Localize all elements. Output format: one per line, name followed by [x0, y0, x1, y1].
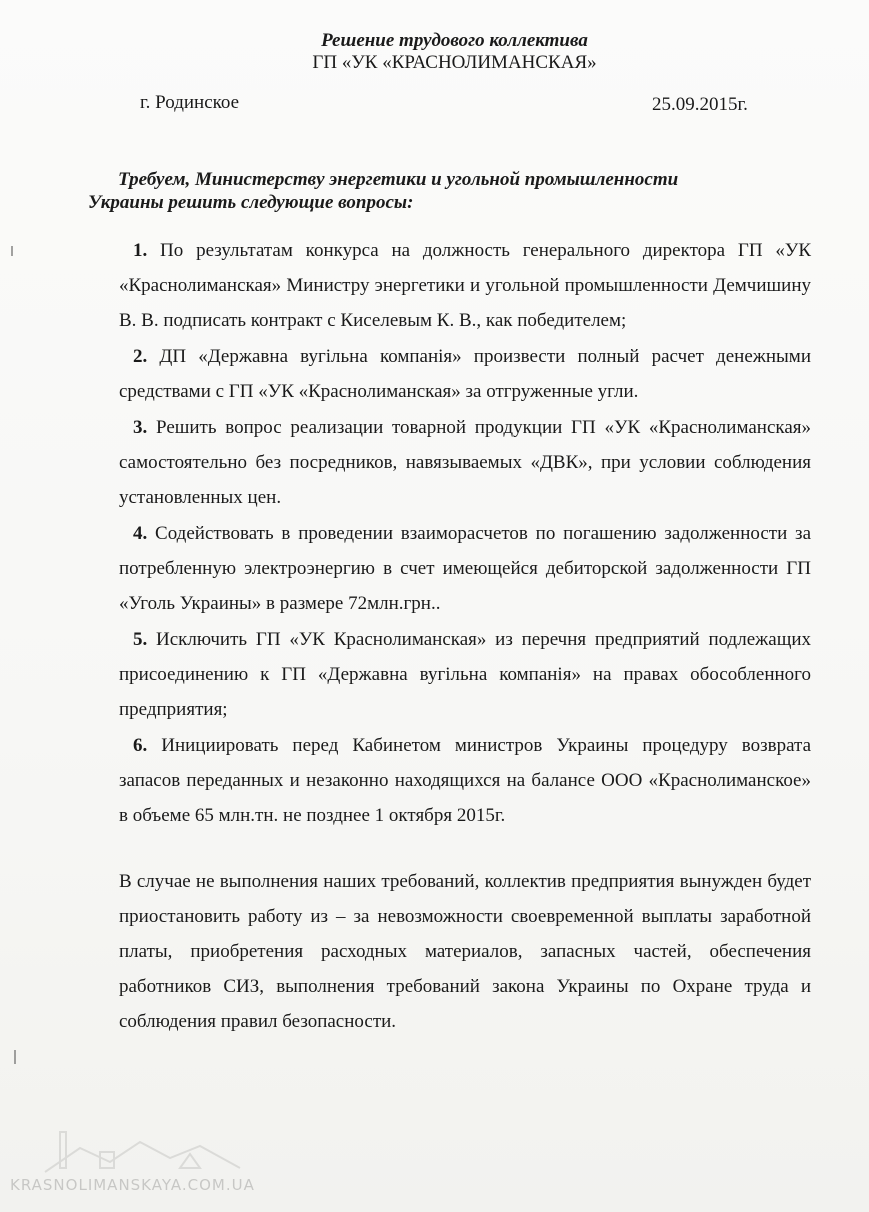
item-number: 4. [133, 523, 148, 544]
item-text: ДП «Державна вугільна компанія» произвести полный расчет денежными средствами с ГП «УК «Краснолиманская» за отгруженные угли. [119, 346, 811, 402]
item-text: Решить вопрос реализации товарной продукции ГП «УК «Краснолиманская» самостоятельно без посредников, навязываемых «ДВК», при условии соблюдения установленных цен. [119, 417, 812, 508]
document-heading [0, 30, 869, 74]
closing-paragraph: В случае не выполнения наших требований, коллектив предприятия вынужден будет приостановить работу из – за невозможности своевременной выплаты заработной платы, приобретения расходных материалов, запасных частей, обеспечения работников СИЗ, выполнения требований закона Украины по Охране труда и соблюдения правил безопасности. [119, 871, 811, 1032]
document-title: Решение трудового коллектива [321, 30, 588, 51]
item-text: По результатам конкурса на должность генерального директора ГП «УК «Краснолиманская» Министру энергетики и угольной промышленности Демчишину В. В. подписать контракт с Киселевым К. В., как победителем; [119, 240, 811, 331]
item-number: 3. [133, 417, 148, 438]
demand-line-1: Требуем, Министерству энергетики и угольной промышленности [118, 169, 679, 190]
demand-intro [88, 168, 788, 214]
item-number: 1. [133, 240, 148, 261]
item-number: 5. [133, 629, 148, 650]
date-label: 25.09.2015г. [652, 94, 748, 115]
item-text: Инициировать перед Кабинетом министров Украины процедуру возврата запасов переданных и незаконно находящихся на балансе ООО «Краснолиманское» в объеме 65 млн.тн. не позднее 1 октября 2015г. [119, 735, 812, 826]
list-item [119, 516, 811, 621]
scan-mark [14, 1050, 16, 1064]
demand-list [119, 233, 811, 834]
list-item [119, 622, 811, 727]
place-label: г. Родинское [140, 92, 240, 113]
scan-mark [11, 246, 13, 256]
list-item [119, 410, 811, 515]
list-item [119, 233, 811, 338]
watermark-text: KRASNOLIMANSKAYA.COM.UA [10, 1176, 255, 1194]
demand-line-2: Украины решить следующие вопросы: [88, 192, 414, 213]
list-item [119, 339, 811, 409]
list-item [119, 728, 811, 833]
item-text: Содействовать в проведении взаиморасчетов по погашению задолженности за потребленную электроэнергию в счет имеющейся дебиторской задолженности ГП «Уголь Украины» в размере 72млн.грн.. [119, 523, 811, 614]
organization-name: ГП «УК «КРАСНОЛИМАНСКАЯ» [312, 52, 597, 73]
item-number: 2. [133, 346, 148, 367]
watermark-logo-icon [40, 1128, 260, 1176]
item-number: 6. [133, 735, 148, 756]
item-text: Исключить ГП «УК Краснолиманская» из перечня предприятий подлежащих присоединению к ГП «Державна вугільна компанія» на правах обособленного предприятия; [119, 629, 811, 720]
